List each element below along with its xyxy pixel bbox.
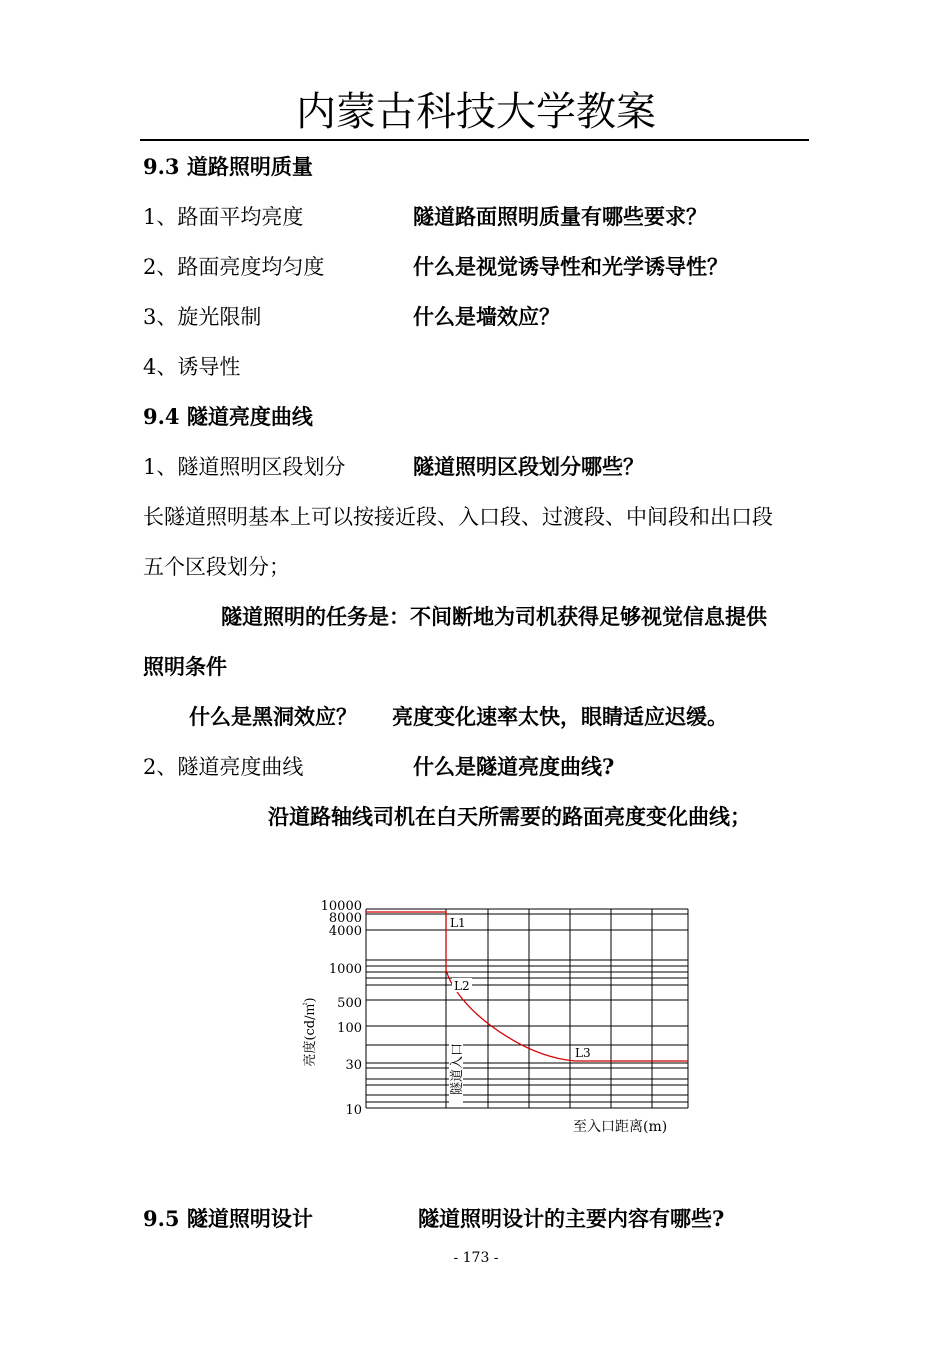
luminance-curve	[366, 912, 688, 1061]
chart-grid	[366, 909, 688, 1108]
question: 隧道照明区段划分哪些？	[413, 454, 644, 479]
paragraph-line: 长隧道照明基本上可以按接近段、入口段、过渡段、中间段和出口段	[143, 505, 773, 529]
section-9-4-heading: 9.4 隧道亮度曲线	[143, 404, 313, 429]
list-item: 4、诱导性	[143, 355, 241, 379]
y-tick-label: 500	[337, 996, 362, 1011]
section-9-5-heading: 9.5 隧道照明设计	[143, 1206, 313, 1231]
y-tick-label: 100	[337, 1021, 362, 1036]
question: 什么是墙效应？	[413, 304, 560, 329]
y-tick-label: 10000	[320, 899, 362, 914]
y-tick-label: 8000	[328, 911, 362, 926]
task-line: 隧道照明的任务是：不间断地为司机获得足够视觉信息提供	[221, 604, 767, 629]
l2-label: L2	[454, 979, 470, 993]
y-tick-label: 1000	[328, 962, 362, 977]
y-tick-label: 30	[345, 1058, 362, 1073]
question: 隧道照明设计的主要内容有哪些?	[418, 1206, 725, 1231]
y-tick-label: 4000	[328, 924, 362, 939]
list-item: 1、路面平均亮度	[143, 205, 304, 229]
l3-label: L3	[575, 1046, 591, 1060]
blackhole-answer: 亮度变化速率太快，眼睛适应迟缓。	[392, 704, 728, 729]
definition: 沿道路轴线司机在白天所需要的路面亮度变化曲线；	[268, 804, 751, 829]
page-number: - 173 -	[453, 1250, 499, 1266]
task-line: 照明条件	[143, 654, 227, 679]
y-axis-label: 亮度(cd/㎡)	[303, 997, 318, 1067]
question: 隧道路面照明质量有哪些要求？	[413, 204, 707, 229]
list-item: 2、路面亮度均匀度	[143, 255, 325, 279]
paragraph-line: 五个区段划分；	[143, 555, 290, 579]
y-tick-label: 10	[345, 1103, 362, 1118]
list-item: 1、隧道照明区段划分	[143, 455, 346, 479]
question: 什么是隧道亮度曲线?	[413, 754, 615, 779]
section-9-3-heading: 9.3 道路照明质量	[143, 154, 313, 179]
tunnel-entrance-label: 隧道入口	[450, 1042, 465, 1096]
x-axis-label: 至入口距离(m)	[573, 1119, 668, 1135]
list-item: 3、旋光限制	[143, 305, 262, 329]
list-item: 2、隧道亮度曲线	[143, 755, 304, 779]
question: 什么是视觉诱导性和光学诱导性？	[413, 254, 728, 279]
page-title: 内蒙古科技大学教案	[296, 89, 656, 135]
l1-label: L1	[450, 916, 466, 930]
blackhole-question: 什么是黑洞效应？	[189, 704, 357, 729]
